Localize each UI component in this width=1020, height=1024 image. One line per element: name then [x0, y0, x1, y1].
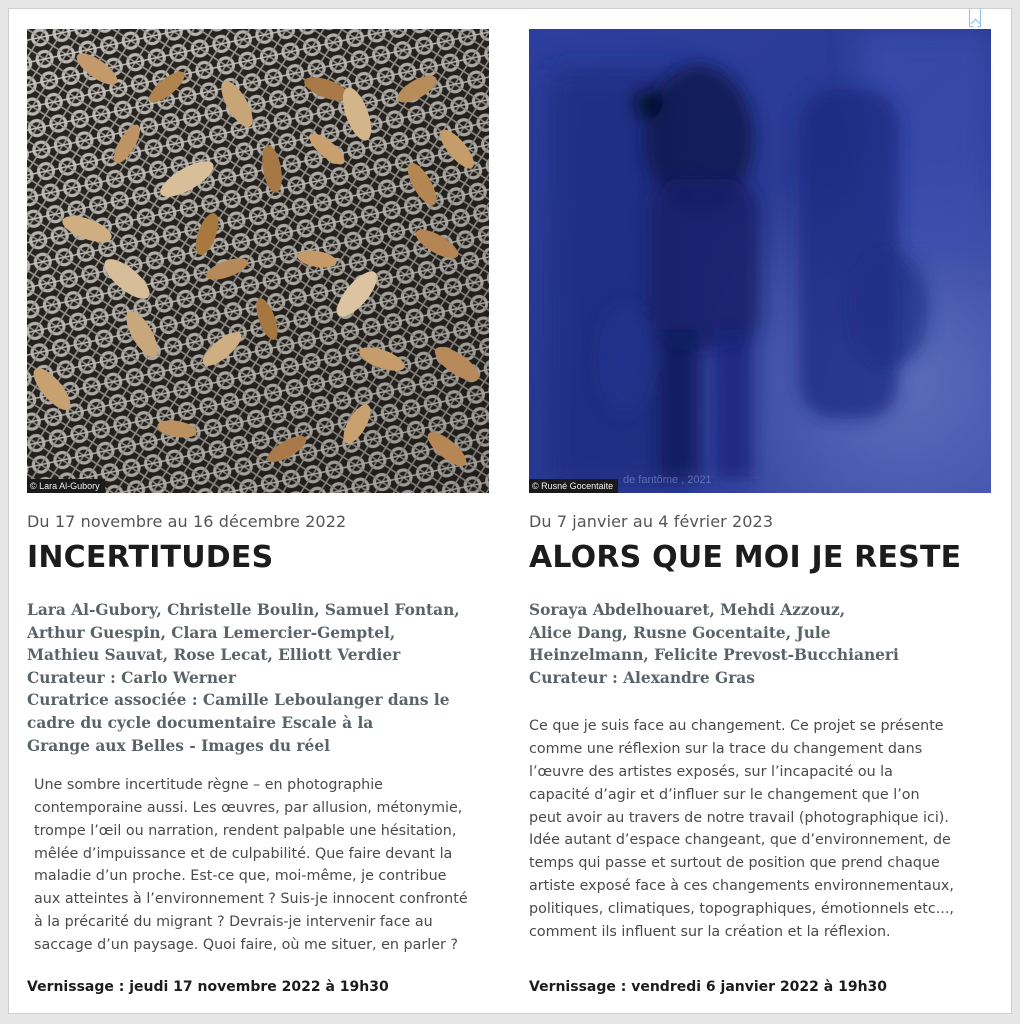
exhibition-alors-que-moi-je-reste: [529, 29, 991, 995]
description-line: peut avoir au travers de notre travail (photographique ici).: [529, 809, 949, 826]
description-line: trompe l’œil ou narration, rendent palpable une hésitation,: [34, 822, 457, 839]
associate-curator-line: Grange aux Belles - Images du réel: [27, 736, 330, 755]
artists-list: [27, 599, 489, 757]
description-line: capacité d’agir et d’influer sur le changement que l’on: [529, 786, 920, 803]
exhibition-description: [529, 715, 991, 943]
description-line: l’œuvre des artistes exposés, sur l’incapacité ou la: [529, 763, 893, 780]
description-line: contemporaine aussi. Les œuvres, par allusion, métonymie,: [34, 799, 463, 816]
description-line: aux atteintes à l’environnement ? Suis-je innocent confronté: [34, 891, 468, 908]
associate-curator-line: cadre du cycle documentaire Escale à la: [27, 713, 374, 732]
description-line: politiques, climatiques, topographiques, émotionnels etc...,: [529, 900, 954, 917]
description-line: Une sombre incertitude règne – en photographie: [34, 777, 383, 794]
description-line: comment ils influent sur la création et la réflexion.: [529, 923, 891, 940]
exhibition-dates: Du 7 janvier au 4 février 2023: [529, 512, 774, 531]
exhibition-dates: Du 17 novembre au 16 décembre 2022: [27, 512, 347, 531]
artists-line: Mathieu Sauvat, Rose Lecat, Elliott Verdier: [27, 646, 401, 665]
artists-line: Alice Dang, Rusne Gocentaite, Jule: [529, 623, 831, 642]
curator-line: Curateur : Alexandre Gras: [529, 668, 755, 687]
photo-caption: de fantôme , 2021: [623, 474, 712, 486]
description-line: temps qui passe et surtout de position que prend chaque: [529, 855, 940, 872]
artists-line: Lara Al-Gubory, Christelle Boulin, Samuel Fontan,: [27, 601, 460, 619]
photo-seeds-on-cane: [27, 29, 489, 493]
exhibition-description: [27, 774, 489, 956]
curator-line: Curateur : Carlo Werner: [27, 668, 236, 687]
document-page: [8, 8, 1012, 1014]
artists-line: Heinzelmann, Felicite Prevost-Bucchianeri: [529, 646, 899, 665]
photo-credit: © Lara Al-Gubory: [27, 479, 105, 493]
description-line: saccage d’un paysage. Quoi faire, où me situer, en parler ?: [34, 936, 459, 953]
description-line: comme une réflexion sur la trace du changement dans: [529, 741, 923, 758]
artists-line: Arthur Guespin, Clara Lemercier-Gemptel,: [27, 623, 396, 642]
vernissage-info: Vernissage : vendredi 6 janvier 2022 à 19h30: [529, 979, 888, 995]
bookmark-icon[interactable]: [969, 9, 981, 27]
description-line: Idée autant d’espace changeant, que d’environnement, de: [529, 832, 951, 849]
description-line: artiste exposé face à ces changements environnementaux,: [529, 877, 954, 894]
vernissage-info: Vernissage : jeudi 17 novembre 2022 à 19h30: [27, 979, 389, 995]
exhibition-title: INCERTITUDES: [27, 540, 274, 575]
description-line: maladie d’un proche. Est-ce que, moi-même, je contribue: [34, 868, 447, 885]
exhibition-incertitudes: [27, 29, 489, 995]
artists-line: Soraya Abdelhouaret, Mehdi Azzouz,: [529, 601, 846, 619]
exhibition-title: ALORS QUE MOI JE RESTE: [529, 540, 962, 575]
photo-credit: © Rusné Gocentaite: [529, 479, 618, 493]
artists-list: [529, 599, 991, 689]
associate-curator-line: Curatrice associée : Camille Leboulanger dans le: [27, 691, 450, 710]
description-line: à la précarité du migrant ? Devrais-je intervenir face au: [34, 913, 433, 930]
description-line: Ce que je suis face au changement. Ce projet se présente: [529, 718, 944, 735]
description-line: mêlée d’impuissance et de culpabilité. Que faire devant la: [34, 845, 453, 862]
photo-blurred-figure: [529, 29, 991, 493]
